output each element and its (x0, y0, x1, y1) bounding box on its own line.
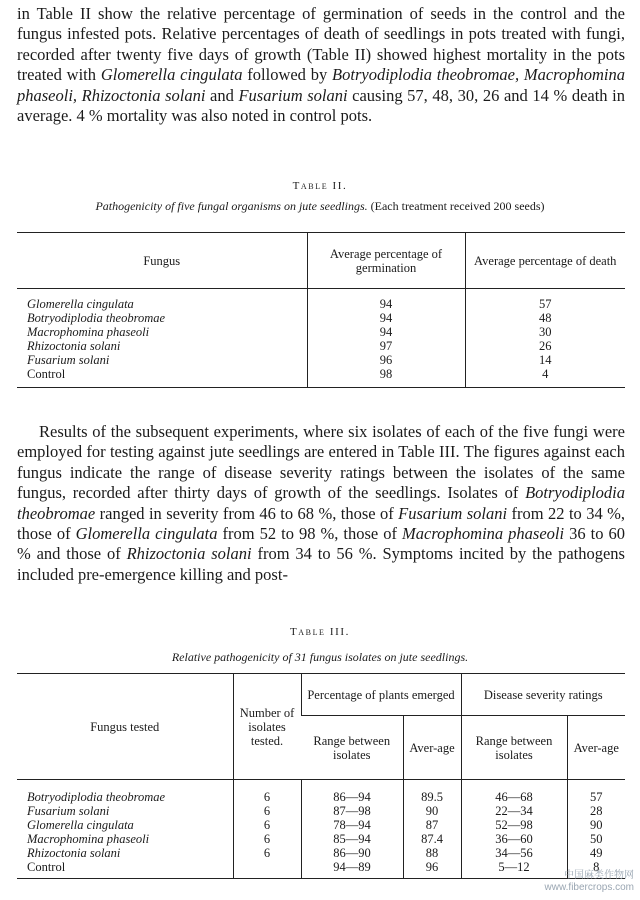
emerged-range: 87—98 (301, 804, 403, 818)
emerged-range: 86—90 (301, 846, 403, 860)
severity-average: 57 (567, 780, 625, 805)
isolates-count: 6 (233, 818, 301, 832)
caption-italic: Pathogenicity of five fungal organisms on jute seedlings. (95, 199, 368, 213)
emerged-average: 96 (403, 860, 461, 879)
emerged-average: 87 (403, 818, 461, 832)
table-row (17, 780, 625, 805)
germination-value: 94 (307, 325, 465, 339)
table2-header-fungus: Fungus (17, 233, 307, 289)
emerged-range: 86—94 (301, 780, 403, 805)
emerged-average: 89.5 (403, 780, 461, 805)
severity-range: 46—68 (461, 780, 567, 805)
germination-value: 98 (307, 367, 465, 388)
species-name: Botryodiplodia theobromae, Macrophomina phaseoli, Rhizoctonia solani (17, 65, 625, 105)
table2-pathogenicity (17, 232, 625, 388)
severity-range: 22—34 (461, 804, 567, 818)
table3-header-severity-range: Range between isolates (461, 716, 567, 780)
death-value: 14 (465, 353, 625, 367)
death-value: 4 (465, 367, 625, 388)
emerged-range: 85—94 (301, 832, 403, 846)
emerged-average: 87.4 (403, 832, 461, 846)
germination-value: 94 (307, 311, 465, 325)
table3-header-severity: Disease severity ratings (461, 674, 625, 716)
isolates-count: 6 (233, 780, 301, 805)
emerged-range: 94—89 (301, 860, 403, 879)
paragraph-germination-results (17, 4, 625, 126)
severity-range: 36—60 (461, 832, 567, 846)
isolates-count: 6 (233, 832, 301, 846)
table3-header-emerged-average: Aver-age (403, 716, 461, 780)
table3-relative-pathogenicity (17, 673, 625, 879)
paragraph-isolate-results (17, 422, 625, 585)
text-segment: from 34 to 56 %. Symptoms incited by the pathogens included pre-emergence killing and post- (17, 544, 625, 584)
table-row (17, 325, 625, 339)
site-watermark (545, 870, 634, 894)
germination-value: 94 (307, 289, 465, 312)
isolates-count: 6 (233, 804, 301, 818)
fungus-name: Botryodiplodia theobromae (27, 311, 166, 325)
fungus-name: Fusarium solani (27, 804, 110, 818)
table3-header-severity-average: Aver-age (567, 716, 625, 780)
watermark-url: www.fibercrops.com (544, 882, 634, 893)
table3-header-isolates: Number of isolates tested. (233, 674, 301, 780)
severity-average: 50 (567, 832, 625, 846)
death-value: 48 (465, 311, 625, 325)
germination-value: 97 (307, 339, 465, 353)
isolates-count: 6 (233, 846, 301, 860)
severity-average: 8 (567, 860, 625, 879)
fungus-name: Glomerella cingulata (27, 297, 134, 311)
severity-range: 5—12 (461, 860, 567, 879)
text-segment: from 52 to 98 %, those of (217, 524, 403, 544)
fungus-name: Control (27, 367, 66, 381)
caption-plain: (Each treatment received 200 seeds) (367, 199, 545, 213)
table2-title: Table II. (292, 180, 348, 192)
table-row (17, 860, 625, 879)
text-segment: and (205, 85, 239, 105)
table-row (17, 367, 625, 388)
death-value: 26 (465, 339, 625, 353)
species-name: Fusarium solani (398, 503, 508, 523)
text-segment: followed by (242, 65, 333, 85)
text-segment: Results of the subsequent experiments, where six isolates of each of the five fungi were employed for testing against jute seedlings are entered in Table III. The figures against each fungus indicate the range of disease severity ratings between the isolates of the same fungus, recorded after thirty days of growth of the seedlings. Isolates of (17, 422, 625, 503)
table2-header-germination: Average percentage of germination (307, 233, 465, 289)
table-row (17, 311, 625, 325)
fungus-name: Glomerella cingulata (27, 818, 134, 832)
text-segment: ranged in severity from 46 to 68 %, those of (95, 503, 399, 523)
table3-title: Table III. (289, 626, 351, 638)
table-row (17, 846, 625, 860)
fungus-name: Rhizoctonia solani (27, 846, 121, 860)
text-segment: 36 to 60 % and those of (17, 524, 625, 564)
table-row (17, 353, 625, 367)
severity-average: 90 (567, 818, 625, 832)
fungus-name: Control (27, 860, 66, 874)
table3-caption: Relative pathogenicity of 31 fungus isolates on jute seedlings. (171, 650, 469, 664)
table-row (17, 804, 625, 818)
severity-average: 28 (567, 804, 625, 818)
table-row (17, 289, 625, 312)
isolates-count (233, 860, 301, 879)
fungus-name: Macrophomina phaseoli (27, 832, 150, 846)
severity-range: 34—56 (461, 846, 567, 860)
table3-header-fungus: Fungus tested (17, 674, 233, 780)
severity-range: 52—98 (461, 818, 567, 832)
table-row (17, 832, 625, 846)
fungus-name: Macrophomina phaseoli (27, 325, 150, 339)
table3-header-emerged: Percentage of plants emerged (301, 674, 461, 716)
species-name: Rhizoctonia solani (126, 544, 252, 564)
emerged-average: 88 (403, 846, 461, 860)
table-row (17, 818, 625, 832)
germination-value: 96 (307, 353, 465, 367)
table-row (17, 339, 625, 353)
fungus-name: Rhizoctonia solani (27, 339, 121, 353)
species-name: Macrophomina phaseoli (402, 524, 565, 544)
species-name: Glomerella cingulata (75, 524, 218, 544)
emerged-range: 78—94 (301, 818, 403, 832)
fungus-name: Botryodiplodia theobromae (27, 790, 166, 804)
table2-header-death: Average percentage of death (465, 233, 625, 289)
species-name: Botryodiplodia theobromae (17, 483, 625, 523)
species-name: Fusarium solani (238, 85, 348, 105)
death-value: 30 (465, 325, 625, 339)
table3-header-emerged-range: Range between isolates (301, 716, 403, 780)
text-segment: from 22 to 34 %, those of (17, 503, 625, 544)
species-name: Glomerella cingulata (100, 65, 243, 85)
watermark-line: 中国麻类作物网 (564, 870, 634, 881)
fungus-name: Fusarium solani (27, 353, 110, 367)
text-segment: in Table II show the relative percentage of germination of seeds in the control and the fungus infested pots. Relative percentages of death of seedlings in pots treated with fungi, recorded after twenty five days of growth (Table II) showed highest mortality in the pots treated with (17, 4, 625, 85)
death-value: 57 (465, 289, 625, 312)
emerged-average: 90 (403, 804, 461, 818)
severity-average: 49 (567, 846, 625, 860)
table2-caption (14, 199, 626, 213)
text-segment: causing 57, 48, 30, 26 and 14 % death in average. 4 % mortality was also noted in control pots. (17, 85, 625, 126)
